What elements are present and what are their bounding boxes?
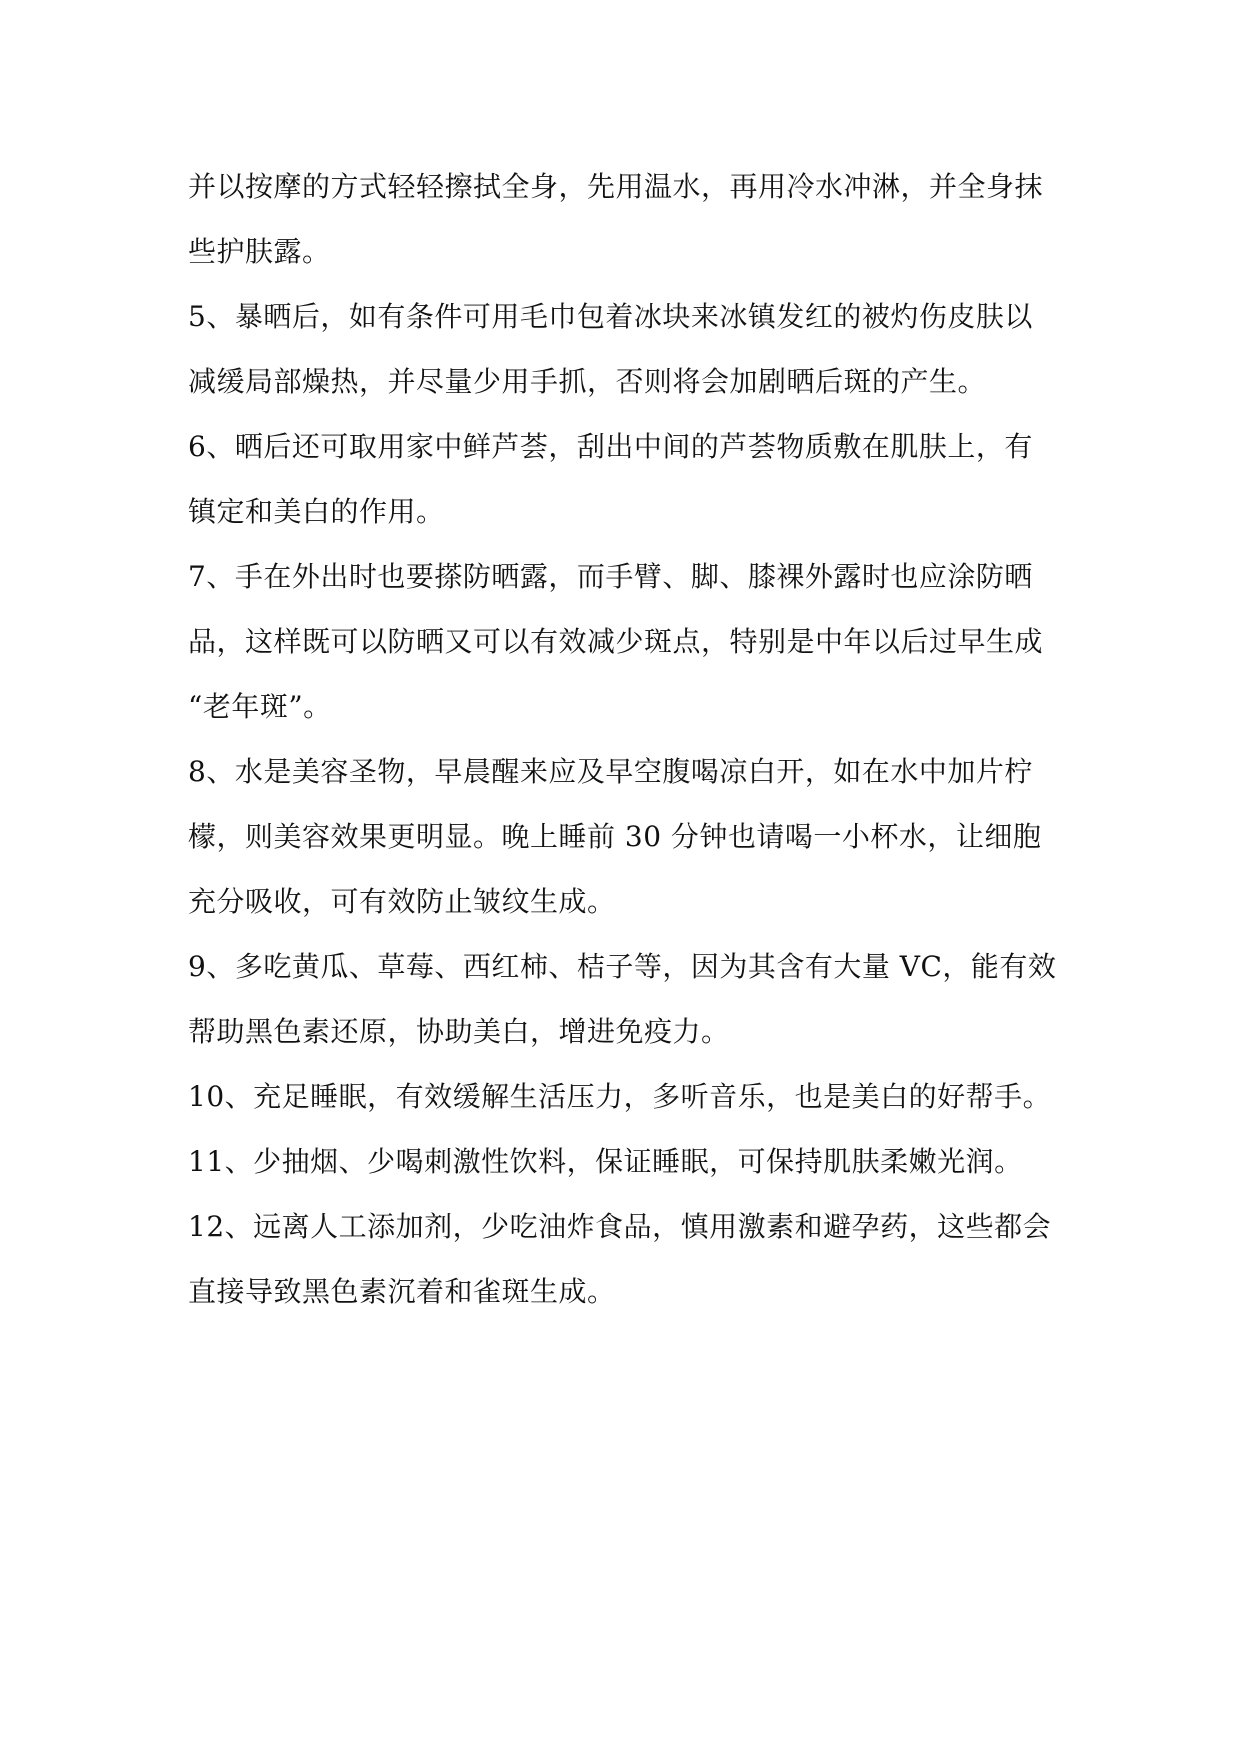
text-line-11: 檬，则美容效果更明显。晚上睡前 30 分钟也请喝一小杯水，让细胞 xyxy=(188,820,1042,853)
text-line-16: 11、少抽烟、少喝刺激性饮料，保证睡眠，可保持肌肤柔嫩光润。 xyxy=(188,1145,1023,1178)
text-line-2: 些护肤露。 xyxy=(188,235,331,268)
text-line-5: 6、晒后还可取用家中鲜芦荟，刮出中间的芦荟物质敷在肌肤上，有 xyxy=(188,430,1033,463)
text-line-4: 减缓局部燥热，并尽量少用手抓，否则将会加剧晒后斑的产生。 xyxy=(188,365,987,398)
text-line-6: 镇定和美白的作用。 xyxy=(188,495,445,528)
text-line-7: 7、手在外出时也要搽防晒露，而手臂、脚、膝裸外露时也应涂防晒 xyxy=(188,560,1033,593)
text-line-3: 5、暴晒后，如有条件可用毛巾包着冰块来冰镇发红的被灼伤皮肤以 xyxy=(188,300,1033,333)
text-line-15: 10、充足睡眠，有效缓解生活压力，多听音乐，也是美白的好帮手。 xyxy=(188,1080,1052,1113)
text-line-9: “老年斑”。 xyxy=(188,690,332,723)
body-text xyxy=(188,154,1088,1324)
text-line-17: 12、远离人工添加剂，少吃油炸食品，慎用激素和避孕药，这些都会 xyxy=(188,1210,1052,1243)
text-line-10: 8、水是美容圣物，早晨醒来应及早空腹喝凉白开，如在水中加片柠 xyxy=(188,755,1033,788)
text-line-12: 充分吸收，可有效防止皱纹生成。 xyxy=(188,885,616,918)
text-line-1: 并以按摩的方式轻轻擦拭全身，先用温水，再用冷水冲淋，并全身抹 xyxy=(188,170,1044,203)
text-line-8: 品，这样既可以防晒又可以有效减少斑点，特别是中年以后过早生成 xyxy=(188,625,1044,658)
text-line-13: 9、多吃黄瓜、草莓、西红柿、桔子等，因为其含有大量 VC，能有效 xyxy=(188,950,1057,983)
text-line-14: 帮助黑色素还原，协助美白，增进免疫力。 xyxy=(188,1015,730,1048)
text-line-18: 直接导致黑色素沉着和雀斑生成。 xyxy=(188,1275,616,1308)
